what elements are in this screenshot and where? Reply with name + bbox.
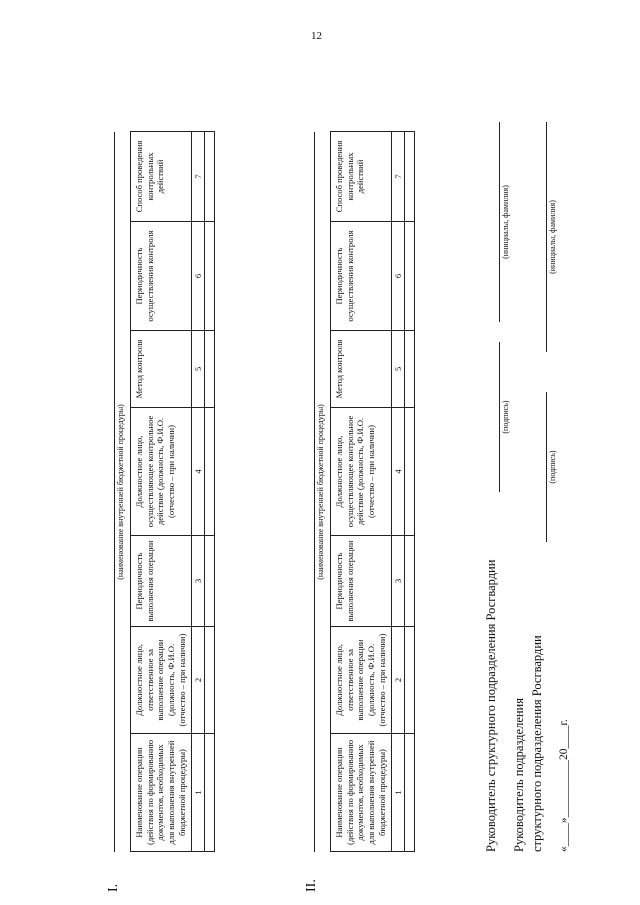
empty-cell [205,331,215,408]
empty-cell [205,536,215,627]
column-number: 3 [391,536,405,627]
column-number-row [391,132,405,852]
head-signature-label: Руководитель структурного подразделения Росгвардии [484,559,498,852]
rotated-page-content [84,52,604,892]
empty-cell [405,132,415,222]
sub-name-caption: (инициалы, фамилия) [548,200,557,274]
control-table [130,131,215,852]
header-cell: Метод контроля [131,331,192,408]
column-number: 6 [191,222,205,331]
column-number: 5 [391,331,405,408]
empty-cell [205,408,215,536]
header-cell: Способ проведения контрольных действий [131,132,192,222]
empty-cell [205,132,215,222]
head-name-line [499,122,500,322]
column-number: 2 [391,627,405,734]
empty-cell [405,536,415,627]
column-number: 4 [191,408,205,536]
column-number-row [191,132,205,852]
empty-row [405,132,415,852]
header-row [131,132,192,852]
empty-cell [205,222,215,331]
head-signature-line [499,342,500,492]
empty-cell [205,627,215,734]
procedure-name-line [314,132,315,852]
procedure-caption: (наименование внутренней бюджетной процедуры) [116,404,125,580]
column-number: 2 [191,627,205,734]
header-cell: Должностное лицо, осуществляющее контрольное действие (должность, Ф.И.О. (отчество – при наличии) [331,408,392,536]
date-line: «____»__________20____г. [558,719,570,852]
header-cell: Должностное лицо, осуществляющее контрольное действие (должность, Ф.И.О. (отчество – при наличии) [131,408,192,536]
sub-signature-line [546,392,547,542]
empty-cell [405,408,415,536]
empty-row [205,132,215,852]
header-row [331,132,392,852]
column-number: 5 [191,331,205,408]
column-number: 1 [391,734,405,852]
header-cell: Периодичность осуществления контроля [331,222,392,331]
header-cell: Должностное лицо, ответственное за выполнение операции (должность, Ф.И.О. (отчество – при наличии) [331,627,392,734]
empty-cell [405,627,415,734]
empty-cell [405,331,415,408]
procedure-name-line [114,132,115,852]
column-number: 6 [391,222,405,331]
empty-cell [205,734,215,852]
page-number: 12 [311,30,322,42]
head-name-caption: (инициалы, фамилия) [501,185,510,259]
header-cell: Периодичность осуществления контроля [131,222,192,331]
header-cell: Должностное лицо, ответственное за выполнение операции (должность, Ф.И.О. (отчество – при наличии) [131,627,192,734]
sub-name-line [546,122,547,352]
header-cell: Наименование операции (действия по формированию документов, необходимых для выполнения внутренней бюджетной процедуры) [331,734,392,852]
header-cell: Метод контроля [331,331,392,408]
header-cell: Периодичность выполнения операции [331,536,392,627]
column-number: 7 [191,132,205,222]
column-number: 1 [191,734,205,852]
header-cell: Периодичность выполнения операции [131,536,192,627]
header-cell: Наименование операции (действия по формированию документов, необходимых для выполнения внутренней бюджетной процедуры) [131,734,192,852]
section-number: I. [106,883,121,892]
head-signature-caption: (подпись) [501,400,510,434]
procedure-caption: (наименование внутренней бюджетной процедуры) [316,404,325,580]
section-number: II. [304,879,319,892]
sub-signature-label-line1: Руководитель подразделения [512,698,526,852]
sub-signature-label-line2: структурного подразделения Росгвардии [530,635,544,852]
control-table [330,131,415,852]
sub-signature-caption: (подпись) [548,450,557,484]
header-cell: Способ проведения контрольных действий [331,132,392,222]
column-number: 4 [391,408,405,536]
column-number: 3 [191,536,205,627]
empty-cell [405,734,415,852]
column-number: 7 [391,132,405,222]
empty-cell [405,222,415,331]
